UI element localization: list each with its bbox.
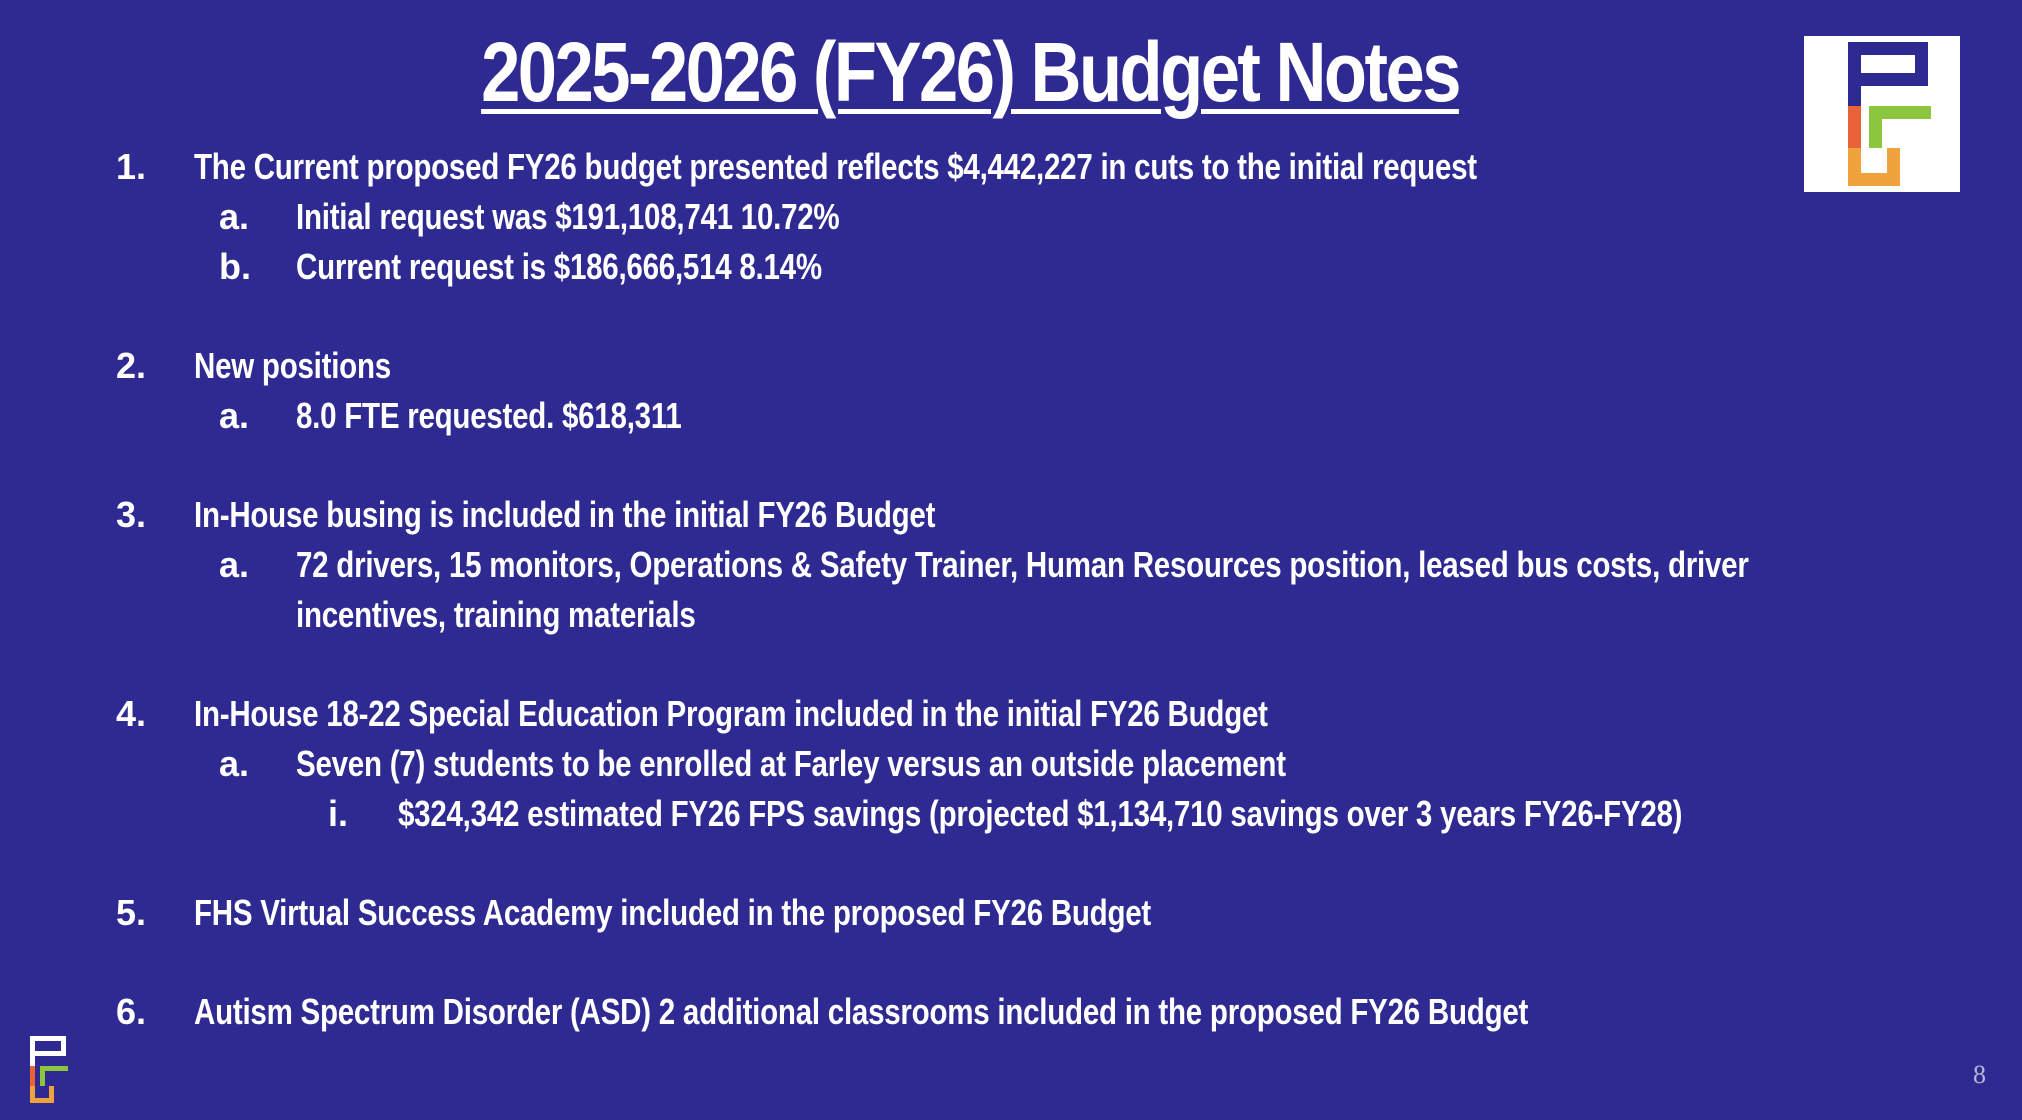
note-text: In-House busing is included in the initial FY26 Budget [194,494,936,535]
list-marker: 4. [116,693,147,734]
list-marker: 5. [116,892,147,933]
budget-notes-list [0,142,1900,1037]
note-text: New positions [194,345,391,386]
list-marker: a. [219,196,250,237]
district-logo-small-icon [28,1034,70,1106]
note-text: Initial request was $191,108,741 10.72% [296,196,840,237]
page-number: 8 [1973,1060,1986,1089]
list-subitem [0,540,1900,590]
list-marker: a. [219,395,250,436]
list-subitem [0,192,1900,242]
note-text: incentives, training materials [296,594,696,635]
list-item [0,888,1900,938]
list-marker: 3. [116,494,147,535]
list-subitem-continuation [0,590,1900,640]
list-marker: a. [219,743,250,784]
list-subsubitem [0,789,1900,839]
list-marker: 1. [116,146,147,187]
list-marker: i. [328,793,349,834]
note-text: FHS Virtual Success Academy included in the proposed FY26 Budget [194,892,1152,933]
note-text: Current request is $186,666,514 8.14% [296,246,822,287]
note-text: $324,342 estimated FY26 FPS savings (projected $1,134,710 savings over 3 years FY26-FY28) [398,793,1683,834]
list-marker: 2. [116,345,147,386]
list-subitem [0,242,1900,292]
list-marker: 6. [116,991,147,1032]
note-text: Autism Spectrum Disorder (ASD) 2 additional classrooms included in the proposed FY26 Budget [194,991,1529,1032]
list-item [0,142,1900,192]
list-item [0,490,1900,540]
page-title: 2025-2026 (FY26) Budget Notes [481,25,1459,119]
list-item [0,987,1900,1037]
list-marker: a. [219,544,250,585]
list-marker: b. [219,246,251,287]
note-text: In-House 18-22 Special Education Program included in the initial FY26 Budget [194,693,1268,734]
note-text: Seven (7) students to be enrolled at Farley versus an outside placement [296,743,1286,784]
list-item [0,341,1900,391]
note-text: The Current proposed FY26 budget presented reflects $4,442,227 in cuts to the initial request [194,146,1477,187]
note-text: 8.0 FTE requested. $618,311 [296,395,682,436]
note-text: 72 drivers, 15 monitors, Operations & Safety Trainer, Human Resources position, leased bus costs, driver [296,544,1749,585]
list-subitem [0,391,1900,441]
list-item [0,689,1900,739]
list-subitem [0,739,1900,789]
